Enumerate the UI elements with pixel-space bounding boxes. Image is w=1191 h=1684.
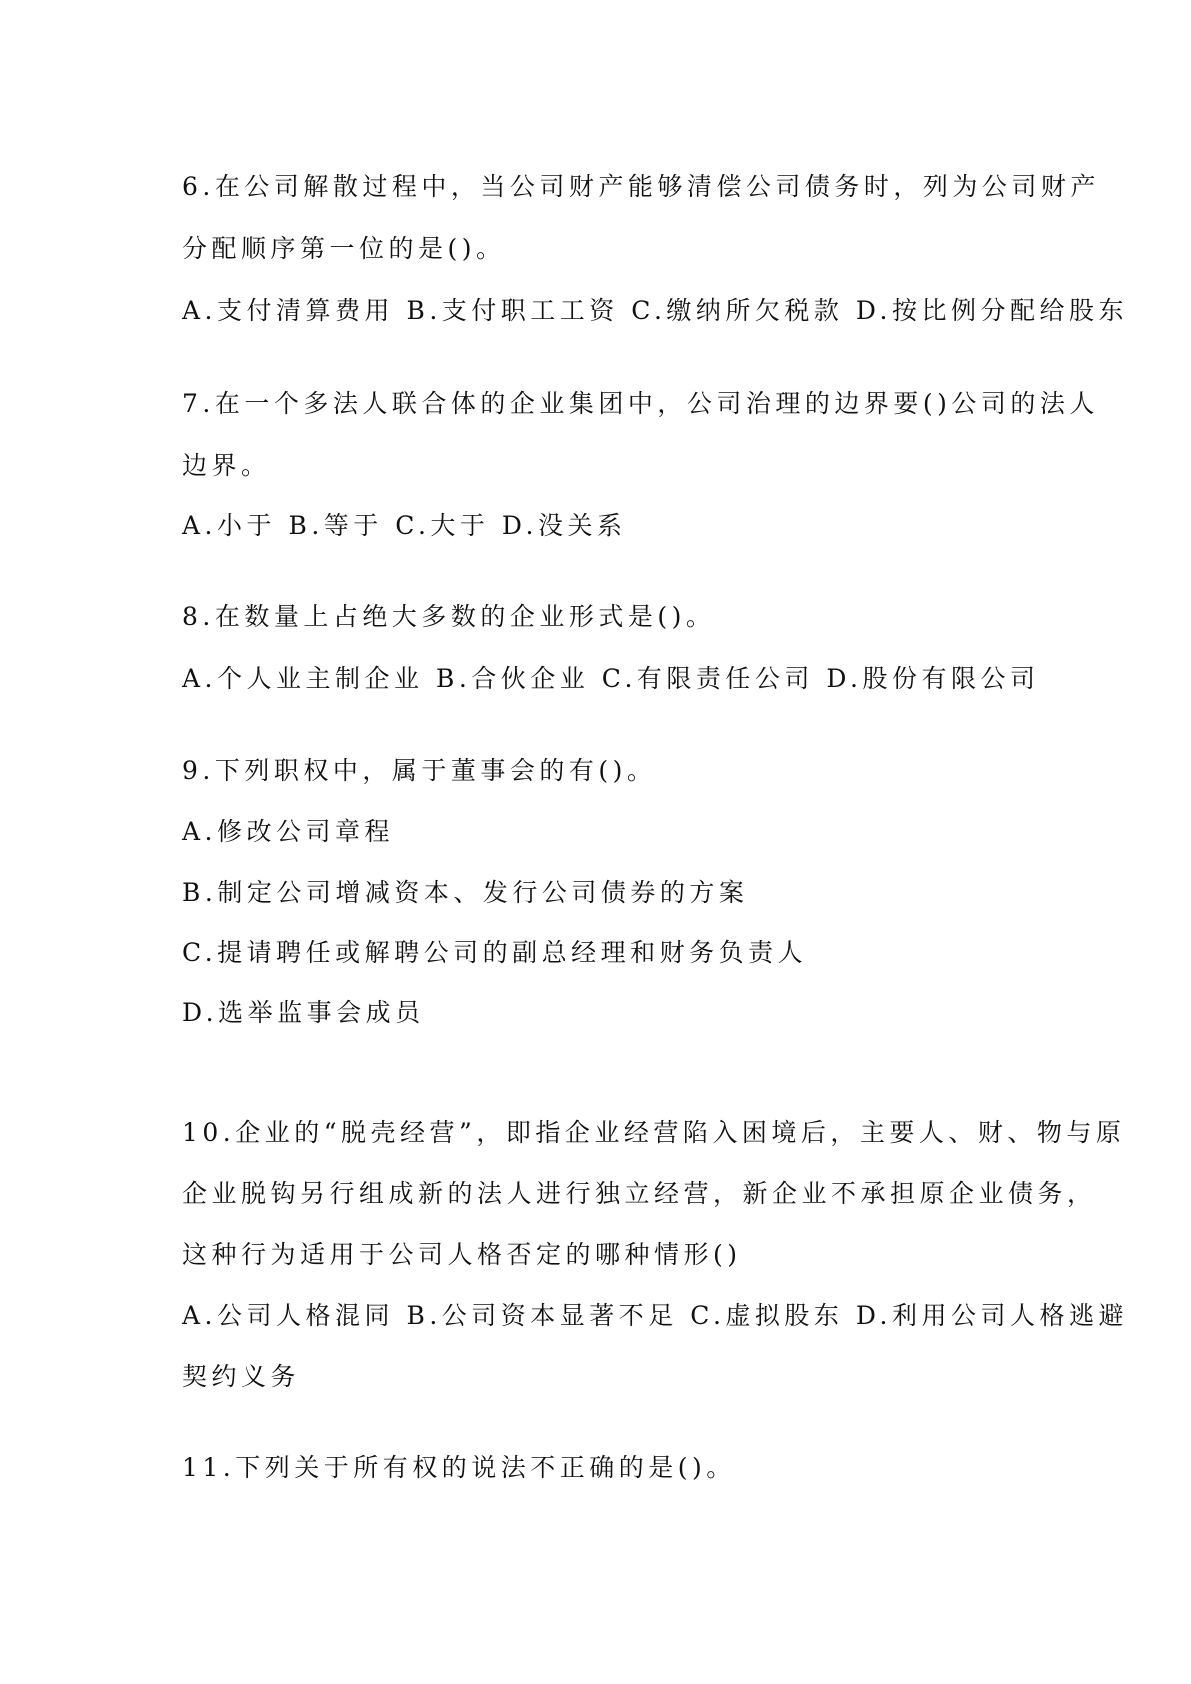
question-6-stem-line-2: 分配顺序第一位的是()。 <box>182 234 506 263</box>
question-10-stem-line-1: 10.企业的“脱壳经营”，即指企业经营陷入困境后，主要人、财、物与原 <box>182 1118 1126 1147</box>
question-9-option-b: B.制定公司增减资本、发行公司债券的方案 <box>182 878 749 907</box>
question-9-option-c: C.提请聘任或解聘公司的副总经理和财务负责人 <box>182 938 808 967</box>
question-10-options-line-2: 契约义务 <box>182 1362 301 1391</box>
question-10-options-line-1: A.公司人格混同 B.公司资本显著不足 C.虚拟股东 D.利用公司人格逃避 <box>182 1301 1128 1330</box>
question-9-option-a: A.修改公司章程 <box>182 817 395 846</box>
question-8-options: A.个人业主制企业 B.合伙企业 C.有限责任公司 D.股份有限公司 <box>182 664 1040 693</box>
question-6-stem-line-1: 6.在公司解散过程中，当公司财产能够清偿公司债务时，列为公司财产 <box>182 172 1100 201</box>
question-7-stem-line-1: 7.在一个多法人联合体的企业集团中，公司治理的边界要()公司的法人 <box>182 389 1099 418</box>
question-7-stem-line-2: 边界。 <box>182 451 271 480</box>
question-10-stem-line-3: 这种行为适用于公司人格否定的哪种情形() <box>182 1240 742 1269</box>
question-6-options: A.支付清算费用 B.支付职工工资 C.缴纳所欠税款 D.按比例分配给股东 <box>182 296 1128 325</box>
question-7-options: A.小于 B.等于 C.大于 D.没关系 <box>182 511 627 540</box>
question-10-stem-line-2: 企业脱钩另行组成新的法人进行独立经营，新企业不承担原企业债务， <box>182 1179 1097 1208</box>
question-8-stem: 8.在数量上占绝大多数的企业形式是()。 <box>182 602 716 631</box>
question-9-option-d: D.选举监事会成员 <box>182 998 425 1027</box>
question-9-stem: 9.下列职权中，属于董事会的有()。 <box>182 756 657 785</box>
question-11-stem: 11.下列关于所有权的说法不正确的是()。 <box>182 1453 736 1482</box>
